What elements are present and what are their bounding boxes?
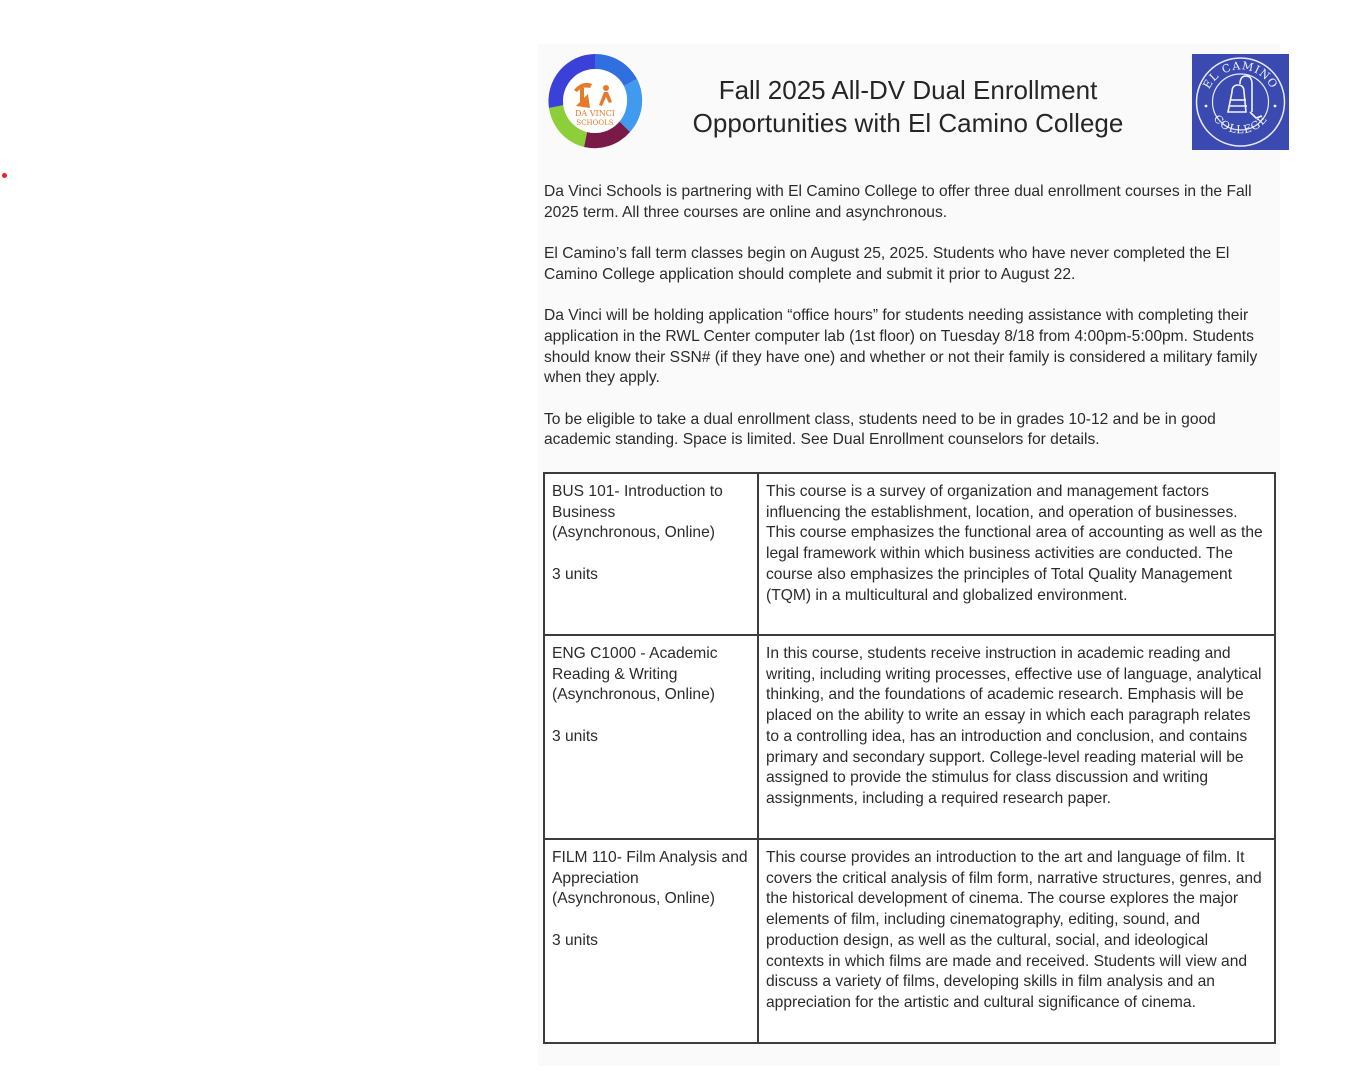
flyer-header — [538, 44, 1280, 164]
course-description: This course is a survey of organization and management factors influencing the establishment, location, and operation of businesses. This course emphasizes the functional area of accounting as well as the legal framework within which business activities are conducted. The course also emphasizes the principles of Total Quality Management (TQM) in a multicultural and globalized environment. — [758, 473, 1275, 635]
course-description: In this course, students receive instruction in academic reading and writing, including writing processes, effective use of language, analytical thinking, and the foundations of academic research. Emphasis will be placed on the ability to write an essay in which each paragraph relates to a controlling idea, has an introduction and conclusion, and contains primary and secondary support. College-level reading material will be assigned to provide the stimulus for class discussion and writing assignments, including a required research paper. — [758, 635, 1275, 839]
table-row — [544, 839, 1275, 1043]
seal-text-top: EL CAMINO — [1200, 59, 1281, 92]
title-line-2: Opportunities with El Camino College — [692, 108, 1124, 138]
course-format: (Asynchronous, Online) — [552, 890, 715, 908]
course-name: FILM 110- Film Analysis and Appreciation — [552, 849, 748, 887]
courses-table — [543, 472, 1276, 1044]
course-format: (Asynchronous, Online) — [552, 524, 715, 542]
course-name: ENG C1000 - Academic Reading & Writing — [552, 645, 718, 683]
flyer-document — [538, 44, 1280, 1066]
course-info-cell — [544, 839, 758, 1043]
course-description: This course provides an introduction to the art and language of film. It covers the critical analysis of film form, narrative structures, genres, and the historical development of cinema. The course explores the major elements of film, including cinematography, editing, sound, and production design, as well as the cultural, social, and ideological contexts in which films are made and received. Students will view and discuss a variety of films, developing skills in film analysis and an appreciation for the artistic and cultural significance of cinema. — [758, 839, 1275, 1043]
intro-paragraph: Da Vinci Schools is partnering with El Camino College to offer three dual enrollment courses in the Fall 2025 term. All three courses are online and asynchronous. — [544, 183, 1252, 221]
el-camino-college-seal — [1192, 54, 1289, 150]
intro-text — [544, 182, 1279, 472]
course-format: (Asynchronous, Online) — [552, 686, 715, 704]
course-units: 3 units — [552, 727, 598, 745]
intro-paragraph: Da Vinci will be holding application “office hours” for students needing assistance with completing their application in the RWL Center computer lab (1st floor) on Tuesday 8/18 from 4:00pm-5:00pm. Students should know their SSN# (if they have one) and whether or not their family is considered a military family when they apply. — [544, 307, 1258, 387]
dv-wordmark-line-1: DA VINCI — [575, 109, 615, 118]
red-marker-dot — [2, 173, 7, 178]
course-units: 3 units — [552, 931, 598, 949]
table-row — [544, 635, 1275, 839]
seal-text-bottom: COLLEGE — [1210, 112, 1271, 137]
intro-paragraph: El Camino’s fall term classes begin on August 25, 2025. Students who have never completed the El Camino College application should complete and submit it prior to August 22. — [544, 245, 1230, 283]
course-name: BUS 101- Introduction to Business — [552, 483, 723, 521]
flyer-title — [658, 74, 1158, 140]
table-row — [544, 473, 1275, 635]
intro-paragraph: To be eligible to take a dual enrollment class, students need to be in grades 10-12 and be in good academic standing. Space is limited. See Dual Enrollment counselors for details. — [544, 410, 1216, 449]
da-vinci-schools-logo — [544, 50, 646, 152]
course-info-cell — [544, 473, 758, 635]
course-info-cell — [544, 635, 758, 839]
title-line-1: Fall 2025 All-DV Dual Enrollment — [718, 75, 1098, 105]
dv-wordmark-line-2: SCHOOLS — [576, 119, 614, 127]
course-units: 3 units — [552, 565, 598, 583]
